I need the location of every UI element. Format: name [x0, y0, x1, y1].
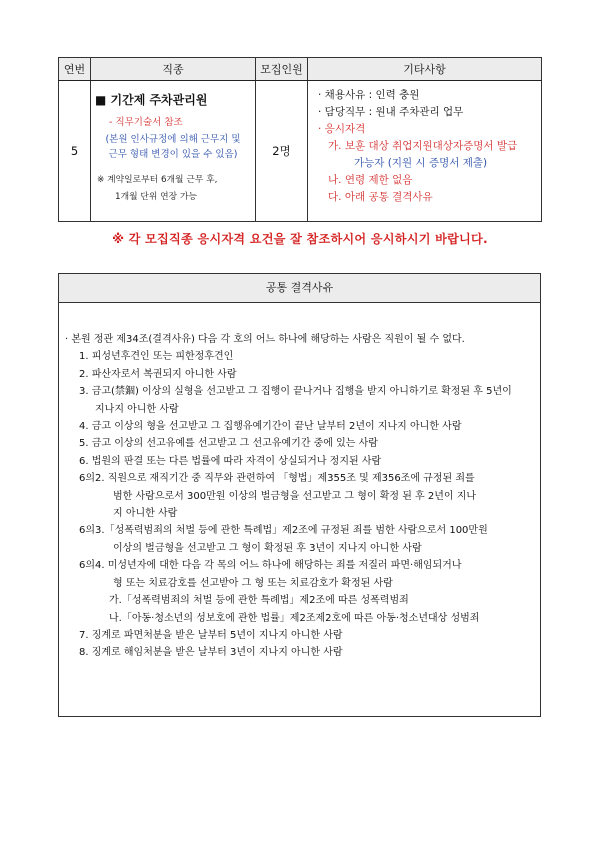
list-item: 6의3.「성폭력범죄의 처벌 등에 관한 특례법」제2조에 규정된 죄를 범한 사람으로서 100만원 [79, 525, 488, 537]
row-number: 5 [59, 81, 91, 222]
list-item-continued: 이상의 벌금형을 선고받고 그 형이 확정된 후 3년이 지나지 아니한 사람 [113, 542, 422, 554]
duty: · 담당직무 : 원내 주차관리 업무 [318, 106, 464, 118]
qualification-c: 다. 아래 공통 결격사유 [328, 191, 433, 203]
application-warning: ※ 각 모집직종 응시자격 요건을 잘 참조하시어 응시하시기 바랍니다. [112, 232, 488, 246]
col-header-job: 직종 [91, 58, 256, 81]
list-sub-item: 나.「아동·청소년의 성보호에 관한 법률」제2조제2호에 따른 아동·청소년대상 성범죄 [109, 612, 480, 624]
qualification-a-detail: 가능자 (지원 시 증명서 제출) [354, 157, 488, 169]
disqualification-box [58, 273, 541, 717]
contract-note: ※ 계약일로부터 6개월 근무 후, 1개월 단위 연장 가능 [97, 175, 218, 202]
col-header-no: 연번 [59, 58, 91, 81]
work-policy-note: (본원 인사규정에 의해 근무지 및 근무 형태 변경이 있을 수 있음) [105, 134, 241, 160]
list-item: 6. 법원의 판결 또는 다른 법률에 따라 자격이 상실되거나 정지된 사람 [79, 455, 382, 467]
list-item: 3. 금고(禁錮) 이상의 실형을 선고받고 그 집행이 끝나거나 집행을 받지 아니하기로 확정된 후 5년이 [79, 386, 512, 398]
list-item-continued: 범한 사람으로서 300만원 이상의 벌금형을 선고받고 그 형이 확정 된 후 2년이 지나 [113, 490, 477, 502]
qualification-a: 가. 보훈 대상 취업지원대상자증명서 발급 [328, 140, 518, 152]
list-item: 5. 금고 이상의 선고유예를 선고받고 그 선고유예기간 중에 있는 사람 [79, 438, 378, 450]
disqualification-title: 공통 결격사유 [59, 274, 540, 303]
list-item: 7. 징계로 파면처분을 받은 날부터 5년이 지나지 아니한 사람 [79, 629, 343, 641]
list-item: 2. 파산자로서 복권되지 아니한 사람 [79, 368, 237, 380]
recruitment-table [58, 57, 542, 222]
list-item-continued: 지 아니한 사람 [113, 508, 178, 520]
qualification-heading: · 응시자격 [318, 123, 366, 135]
list-sub-item: 가.「성폭력범죄의 처벌 등에 관한 특례법」제2조에 따른 성폭력범죄 [109, 595, 409, 607]
job-reference: - 직무기술서 참조 [109, 117, 183, 128]
hire-reason: · 채용사유 : 인력 충원 [318, 89, 420, 101]
list-item-continued: 지나지 아니한 사람 [95, 403, 179, 415]
col-header-etc: 기타사항 [308, 58, 542, 81]
list-item: 8. 징계로 해임처분을 받은 날부터 3년이 지나지 아니한 사람 [79, 647, 343, 659]
list-item: 4. 금고 이상의 형을 선고받고 그 집행유예기간이 끝난 날부터 2년이 지나지 아니한 사람 [79, 421, 462, 433]
hire-count: 2명 [256, 81, 308, 222]
qualification-b: 나. 연령 제한 없음 [328, 174, 413, 186]
list-item: 1. 피성년후견인 또는 피한정후견인 [79, 351, 234, 363]
list-item: 6의4. 미성년자에 대한 다음 각 목의 어느 하나에 해당하는 죄를 저질러 파면·해임되거나 [79, 560, 462, 572]
job-title: ■ 기간제 주차관리원 [95, 93, 208, 107]
job-cell [91, 81, 256, 222]
etc-cell [308, 81, 542, 222]
list-item: 6의2. 직원으로 재직기간 중 직무와 관련하여 「형법」제355조 및 제356조에 규정된 죄를 [79, 473, 475, 485]
disqualification-intro: · 본원 정관 제34조(결격사유) 다음 각 호의 어느 하나에 해당하는 사람은 직원이 될 수 없다. [65, 334, 465, 345]
table-row [59, 81, 542, 222]
col-header-count: 모집인원 [256, 58, 308, 81]
list-item-continued: 형 또는 치료감호를 선고받아 그 형 또는 치료감호가 확정된 사람 [113, 577, 393, 589]
table-header-row [59, 58, 542, 81]
